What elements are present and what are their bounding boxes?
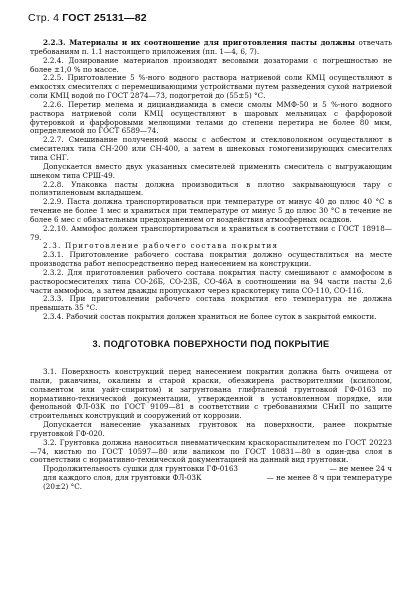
standard-code: ГОСТ 25131—82 bbox=[62, 12, 147, 24]
drying-time-label-2: для каждого слоя, для грунтовки ФЛ-03К bbox=[43, 473, 202, 483]
drying-time-line-3: (20±2) °С. bbox=[43, 481, 83, 491]
paragraph-3-note: Допускается нанесение указанных грунтовок на поверхности, ранее покрытые грунтовкой ГФ-020. bbox=[30, 420, 392, 438]
page-header bbox=[28, 12, 147, 24]
paragraph-2-2-5: 2.2.5. Приготовление 5 %-ного водного раствора натриевой соли КМЦ осуществляют в емкостях смесителях с перемешивающими устройствами путем разведения сухой натриевой соли КМЦ водой по ГОСТ 2874—73, подогретой до (55±5) °С. bbox=[30, 73, 392, 101]
paragraph-2-2-7: 2.2.7. Смешивание полученной массы с асбестом и стекловолокном осуществляют в смесителях типа СН-200 или СН-400, а затем в шнековых гомогенизирующих смесителях типа СНГ. bbox=[30, 135, 392, 162]
page-content bbox=[30, 39, 392, 492]
paragraph-2-3-3: 2.3.3. При приготовлении рабочего состава покрытия его температура не должна превышать 35 °С. bbox=[30, 294, 392, 313]
paragraph-note-mixers: Допускается вместо двух указанных смесителей применять смеситель с выгружающим шнеком типа СРШ-49. bbox=[30, 161, 392, 180]
paragraph-3-1: 3.1. Поверхность конструкций перед нанесением покрытия должна быть очищена от пыли, ржавчины, окалины и старой краски, обезжирена растворителями (ксилолом, сольвентом или уайт-спиритом) и загрунтована глифталевой грунтовкой ГФ-0163 по нормативно-технической документации, утвержденной в установленном порядке, или фенольной ФЛ-03К по ГОСТ 9109—81 в соответствии с требованиями СНиП по защите строительных конструкций и сооружений от коррозии. bbox=[30, 367, 392, 421]
drying-time-label-1: Продолжительность сушки для грунтовки ГФ-0163 bbox=[43, 464, 239, 474]
paragraph-2-2-9: 2.2.9. Паста должна транспортироваться при температуре от минус 40 до плюс 40 °С в течение не более 1 мес и храниться при температуре от минус 5 до плюс 30 °С в течение не более 6 мес с обязательным предохранением от воздействия атмосферных осадков. bbox=[30, 197, 392, 224]
paragraph-2-3-1: 2.3.1. Приготовление рабочего состава покрытия должно осуществляться на месте производства работ непосредственно перед нанесением на конструкции. bbox=[30, 250, 392, 269]
drying-time-value-2: — не менее 8 ч при температуре bbox=[266, 473, 392, 483]
page-number: Стр. 4 bbox=[28, 12, 60, 24]
paragraph-2-2-4: 2.2.4. Дозирование материалов производят весовыми дозаторами с погрешностью не более ±1,0 % по массе. bbox=[30, 55, 392, 74]
subheading-2-3: 2.3. Приготовление рабочего состава покрытия bbox=[43, 241, 279, 251]
paragraph-2-2-6: 2.2.6. Перетир мелема и дициандиамида в смеси смолы ММФ-50 и 5 %-ного водного раствора натриевой соли КМЦ осуществляют в шаровых мельницах с фарфоровой футеровкой и фарфоровыми мелющими телами до степени перетира не более 80 мкм, определяемой по ГОСТ 6589—74. bbox=[30, 99, 392, 136]
paragraph-2-2-3 bbox=[30, 39, 392, 57]
paragraph-2-2-3-lead: 2.2.3. Материалы и их соотношение для приготовления пасты должны bbox=[43, 38, 355, 47]
paragraph-2-2-3-rest: отвечать требованиям п. 1.1 настоящего приложения (пп. 1—4, 6, 7). bbox=[30, 38, 392, 56]
section-3-title: 3. ПОДГОТОВКА ПОВЕРХНОСТИ ПОД ПОКРЫТИЕ bbox=[92, 339, 330, 349]
paragraph-2-2-8: 2.2.8. Упаковка пасты должна производиться в плотно закрывающуюся тару с полиэтиленовым вкладышем. bbox=[30, 179, 392, 198]
drying-time-value-1: — не менее 24 ч bbox=[329, 464, 392, 474]
paragraph-2-3-2: 2.3.2. Для приготовления рабочего состава покрытия пасту смешивают с аммофосом в растворосмесителях типа СО-26Б, СО-23Б, СО-46А в соотношении на 94 части пасты 2,6 части аммофоса, а затем дважды пропускают через краскотерку типа СО-110, СО-116. bbox=[30, 267, 392, 295]
drying-time-line-2 bbox=[30, 474, 392, 483]
paragraph-2-2-10: 2.2.10. Аммофос должен транспортироваться и храниться в соответствии с ГОСТ 18918—79. bbox=[30, 223, 392, 242]
paragraph-3-2: 3.2. Грунтовка должна наноситься пневматическим краскораспылителем по ГОСТ 20223—74, кистью по ГОСТ 10597—80 или валиком по ГОСТ 10831—80 в один-два слоя в соответствии с нормативно-технической документацией на данный вид грунтовки. bbox=[30, 437, 392, 465]
paragraph-2-3-4: 2.3.4. Рабочий состав покрытия должен храниться не более суток в закрытой емкости. bbox=[43, 312, 377, 322]
